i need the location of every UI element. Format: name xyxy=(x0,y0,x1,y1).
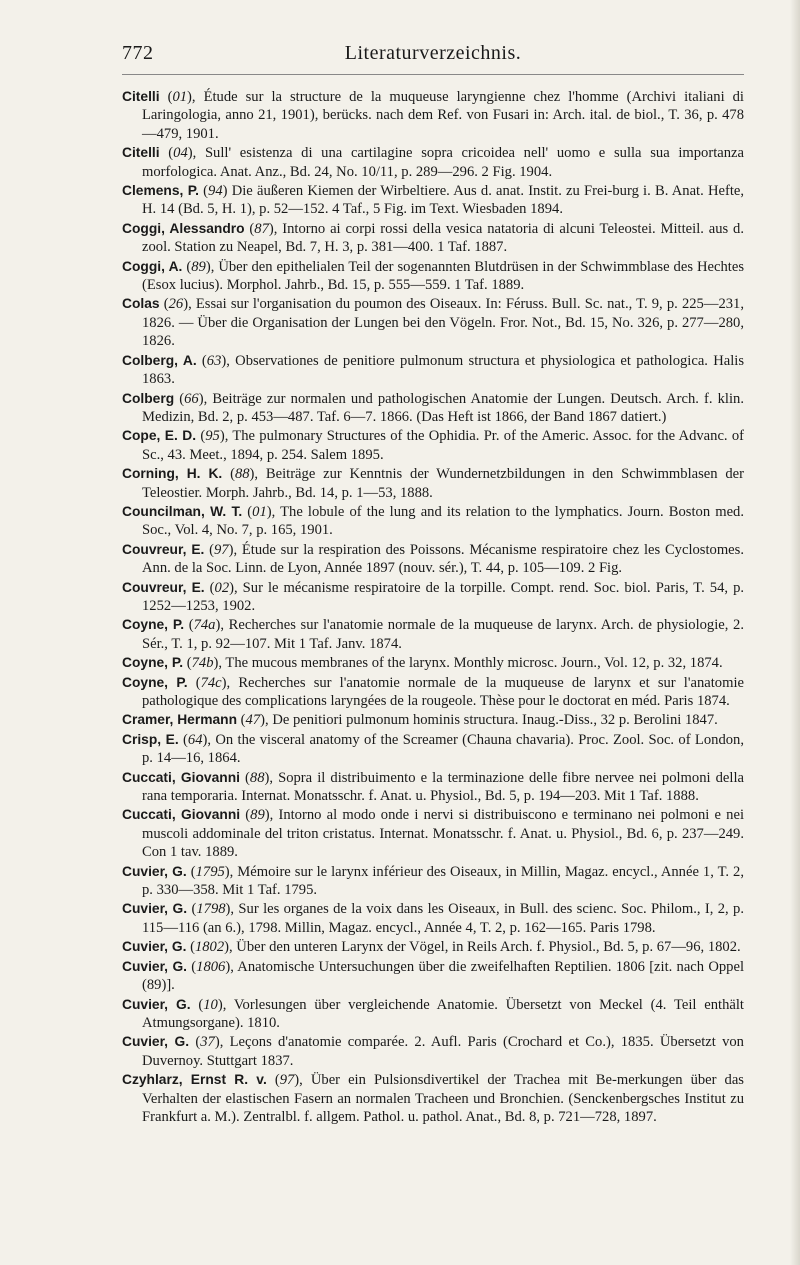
entry-year: 1806 xyxy=(196,958,226,975)
bibliography-entry: Cuvier, G. (1798), Sur les organes de la voix dans les Oiseaux, in Bull. des scienc. Soc. Philom., I, 2, p. 115—116 (an 6.), 1798. Millin, Magaz. encycl., Année 4, T. 2, p. 162—165. Paris 1798. xyxy=(122,901,744,936)
entry-author: Colas xyxy=(122,296,160,312)
bibliography-entry: Cope, E. D. (95), The pulmonary Structures of the Ophidia. Pr. of the Americ. Assoc. for the Advanc. of Sc., 43. Meet., 1894, p. 254. Salem 1895. xyxy=(122,428,745,463)
entry-author: Couvreur, E. xyxy=(122,579,205,595)
entry-year: 74c xyxy=(200,674,222,691)
entry-text: , The pulmonary Structures of the Ophidia. Pr. of the Americ. Assoc. for the Advanc. of Sc., 43. Meet., 1894, p. 254. Salem 1895. xyxy=(142,428,745,463)
entry-author: Cramer, Hermann xyxy=(122,712,238,728)
entry-author: Cuvier, G. xyxy=(122,939,187,955)
entry-author: Colberg, A. xyxy=(122,352,197,368)
header-rule xyxy=(122,74,744,75)
entry-author: Crisp, E. xyxy=(122,731,179,747)
entry-author: Cuccati, Giovanni xyxy=(122,769,240,785)
entry-year: 63 xyxy=(206,352,222,369)
entry-year: 94 xyxy=(208,183,223,200)
bibliography-entry: Councilman, W. T. (01), The lobule of the lung and its relation to the lymphatics. Journ. Boston med. Soc., Vol. 4, No. 7, p. 165, 1901. xyxy=(122,503,745,539)
bibliography-entry: Cuvier, G. (1806), Anatomische Untersuchungen über die zweifelhaften Reptilien. 1806 [zit. nach Oppel (89)]. xyxy=(122,958,744,994)
entry-author: Cope, E. D. xyxy=(122,428,197,444)
entry-year: 66 xyxy=(184,390,199,407)
entry-text: , Über den epithelialen Teil der sogenannten Blutdrüsen in der Schwimmblase des Hechtes (Esox lucius). Morphol. Jahrb., Bd. 15, p. 555—559. 1 Taf. 1889. xyxy=(142,258,744,294)
entry-year: 47 xyxy=(245,712,261,729)
entry-year: 74a xyxy=(193,617,216,634)
entry-author: Cuvier, G. xyxy=(122,996,191,1012)
entry-text: , Observationes de penitiore pulmonum structura et physiologica et pathologica. Halis 1863. xyxy=(142,352,744,388)
entry-author: Councilman, W. T. xyxy=(122,503,243,519)
bibliography-entry: Crisp, E. (64), On the visceral anatomy of the Screamer (Chauna chavaria). Proc. Zool. Soc. of London, p. 14—16, 1864. xyxy=(122,731,744,767)
entry-text: , Étude sur la structure de la muqueuse laryngienne chez l'homme (Archivi italiani di Laringologia, anno 21, 1901), berücks. nach dem Ref. von Fusari in: Arch. ital. de biol., T. 36, p. 478—479, 1901. xyxy=(142,89,744,142)
bibliography-entry: Clemens, P. (94) Die äußeren Kiemen der Wirbeltiere. Aus d. anat. Instit. zu Frei-burg i. B. Anat. Hefte, H. 14 (Bd. 5, H. 1), p. 52—152. 4 Taf., 5 Fig. im Text. Wiesbaden 1894. xyxy=(122,183,744,218)
entry-text: , Beiträge zur Kenntnis der Wundernetzbildungen in den Schwimmblasen der Teleostier. Morph. Jahrb., Bd. 14, p. 1—53, 1888. xyxy=(142,466,744,501)
entry-author: Colberg xyxy=(122,390,175,406)
bibliography-entry: Cuccati, Giovanni (89), Intorno al modo onde i nervi si distribuiscono e terminano nei polmoni e nei muscoli addominale del triton cristatus. Internat. Monatsschr. f. Anat. u. Physiol., Bd. 6, p. 237—249. Con 1 tav. 1889. xyxy=(122,807,744,861)
entry-year: 89 xyxy=(191,258,206,275)
bibliography-entry: Coggi, Alessandro (87), Intorno ai corpi rossi della vesica natatoria di alcuni Teleostei. Mitteil. aus d. zool. Station zu Neapel, Bd. 7, H. 3, p. 381—400. 1 Taf. 1887. xyxy=(122,220,744,256)
entry-year: 04 xyxy=(173,145,188,162)
running-title: Literaturverzeichnis. xyxy=(344,42,522,64)
entry-text: Die äußeren Kiemen der Wirbeltiere. Aus d. anat. Instit. zu Frei-burg i. B. Anat. Hefte, H. 14 (Bd. 5, H. 1), p. 52—152. 4 Taf., 5 Fig. im Text. Wiesbaden 1894. xyxy=(142,183,744,218)
entry-text: , Étude sur la respiration des Poissons. Mécanisme respiratoire chez les Cyclostomes. Ann. de la Soc. Linn. de Lyon, Année 1897 (nouv. sér.), T. 44, p. 105—109. 2 Fig. xyxy=(142,541,744,577)
entry-year: 1798 xyxy=(196,901,226,918)
bibliography-entry: Colberg (66), Beiträge zur normalen und pathologischen Anatomie der Lungen. Deutsch. Arch. f. klin. Medizin, Bd. 2, p. 453—487. Taf. 6—7. 1866. (Das Heft ist 1866, der Band 1867 datiert.) xyxy=(122,390,744,425)
entry-author: Coyne, P. xyxy=(122,655,184,671)
entry-year: 10 xyxy=(203,996,218,1013)
entry-year: 89 xyxy=(250,807,265,824)
bibliography-entry: Cuccati, Giovanni (88), Sopra il distribuimento e la terminazione delle fibre nervee nei polmoni della rana temporaria. Internat. Monatsschr. f. Anat. u. Physiol., Bd. 5, p. 194—203. Mit 1 Taf. 1888. xyxy=(122,769,744,805)
entry-year: 88 xyxy=(249,769,265,786)
entry-author: Coggi, Alessandro xyxy=(122,220,245,236)
entry-year: 1802 xyxy=(194,939,225,956)
entry-author: Coyne, P. xyxy=(122,617,185,633)
bibliography-list xyxy=(122,78,744,1126)
entry-text: , Intorno ai corpi rossi della vesica natatoria di alcuni Teleostei. Mitteil. aus d. zool. Station zu Neapel, Bd. 7, H. 3, p. 381—400. 1 Taf. 1887. xyxy=(142,220,744,256)
bibliography-entry: Citelli (04), Sull' esistenza di una cartilagine sopra cricoidea nell' uomo e sulla sua importanza morfologica. Anat. Anz., Bd. 24, No. 10/11, p. 289—296. 2 Fig. 1904. xyxy=(122,145,745,180)
entry-author: Cuvier, G. xyxy=(122,863,187,879)
entry-text: , Intorno al modo onde i nervi si distribuiscono e terminano nei polmoni e nei muscoli addominale del triton cristatus. Internat. Monatsschr. f. Anat. u. Physiol., Bd. 6, p. 237—249. Con 1 tav. 1889. xyxy=(142,807,744,861)
entry-text: , The lobule of the lung and its relation to the lymphatics. Journ. Boston med. Soc., Vol. 4, No. 7, p. 165, 1901. xyxy=(142,503,745,539)
bibliography-entry: Couvreur, E. (02), Sur le mécanisme respiratoire de la torpille. Compt. rend. Soc. biol. Paris, T. 54, p. 1252—1253, 1902. xyxy=(122,579,745,614)
bibliography-entry: Coyne, P. (74b), The mucous membranes of the larynx. Monthly microsc. Journ., Vol. 12, p. 32, 1874. xyxy=(122,655,723,672)
entry-text: , De penitiori pulmonum hominis structura. Inaug.-Diss., 32 p. Berolini 1847. xyxy=(265,712,718,729)
entry-year: 88 xyxy=(234,466,250,483)
bibliography-entry: Cuvier, G. (37), Leçons d'anatomie comparée. 2. Aufl. Paris (Crochard et Co.), 1835. Übersetzt von Duvernoy. Stuttgart 1837. xyxy=(122,1034,744,1069)
entry-year: 87 xyxy=(254,220,269,237)
bibliography-entry: Citelli (01), Étude sur la structure de la muqueuse laryngienne chez l'homme (Archivi italiani di Laringologia, anno 21, 1901), berücks. nach dem Ref. von Fusari in: Arch. ital. de biol., T. 36, p. 478—479, 1901. xyxy=(122,89,744,142)
entry-year: 64 xyxy=(187,731,203,748)
entry-text: , Recherches sur l'anatomie normale de la muqueuse de larynx. Arch. de physiologie, 2. Sér., T. 1, p. 92—107. Mit 1 Taf. Janv. 1874. xyxy=(142,617,744,652)
entry-text: , On the visceral anatomy of the Screamer (Chauna chavaria). Proc. Zool. Soc. of London, p. 14—16, 1864. xyxy=(142,731,744,767)
entry-year: 74b xyxy=(191,655,214,672)
entry-author: Coggi, A. xyxy=(122,258,183,274)
entry-author: Coyne, P. xyxy=(122,674,188,690)
bibliography-entry: Czyhlarz, Ernst R. v. (97), Über ein Pulsionsdivertikel der Trachea mit Be-merkungen über das Verhalten der elastischen Fasern an normalen Tracheen und Bronchien. (Senckenbergsches Institut zu Frankfurt a. M.). Zentralbl. f. allgem. Pathol. u. pathol. Anat., Bd. 8, p. 721—728, 1897. xyxy=(122,1072,744,1125)
entry-text: , Recherches sur l'anatomie normale de la muqueuse de larynx et sur l'anatomie pathologique des complications laryngées de la rougeole. Thèse pour le doctorat en méd. Paris 1874. xyxy=(142,674,744,709)
entry-year: 37 xyxy=(200,1034,215,1051)
bibliography-entry: Colas (26), Essai sur l'organisation du poumon des Oiseaux. In: Féruss. Bull. Sc. nat., T. 9, p. 225—231, 1826. — Über die Organisation der Lungen bei den Vögeln. Fror. Not., Bd. 15, No. 326, p. 277—280, 1826. xyxy=(122,296,744,350)
page-header xyxy=(122,0,744,78)
entry-text: , Beiträge zur normalen und pathologischen Anatomie der Lungen. Deutsch. Arch. f. klin. Medizin, Bd. 2, p. 453—487. Taf. 6—7. 1866. (Das Heft ist 1866, der Band 1867 datiert.) xyxy=(142,390,744,425)
entry-year: 02 xyxy=(214,579,230,596)
entry-year: 97 xyxy=(279,1072,295,1089)
entry-author: Cuvier, G. xyxy=(122,901,188,917)
entry-year: 01 xyxy=(172,89,188,105)
entry-author: Couvreur, E. xyxy=(122,541,205,557)
bibliography-entry: Cuvier, G. (1802), Über den unteren Larynx der Vögel, in Reils Arch. f. Physiol., Bd. 5, p. 67—96, 1802. xyxy=(122,939,741,956)
bibliography-entry: Cuvier, G. (10), Vorlesungen über vergleichende Anatomie. Übersetzt von Meckel (4. Teil enthält Atmungsorgane). 1810. xyxy=(122,996,744,1031)
entry-author: Cuvier, G. xyxy=(122,958,188,974)
entry-text: , Sopra il distribuimento e la terminazione delle fibre nervee nei polmoni della rana temporaria. Internat. Monatsschr. f. Anat. u. Physiol., Bd. 5, p. 194—203. Mit 1 Taf. 1888. xyxy=(142,769,744,805)
entry-text: , Vorlesungen über vergleichende Anatomie. Übersetzt von Meckel (4. Teil enthält Atmungsorgane). 1810. xyxy=(142,996,744,1031)
bibliography-entry: Cramer, Hermann (47), De penitiori pulmonum hominis structura. Inaug.-Diss., 32 p. Berolini 1847. xyxy=(122,712,718,729)
entry-text: , Sur les organes de la voix dans les Oiseaux, in Bull. des scienc. Soc. Philom., I, 2, p. 115—116 (an 6.), 1798. Millin, Magaz. encycl., Année 4, T. 2, p. 162—165. Paris 1798. xyxy=(142,901,744,936)
bibliography-entry: Coyne, P. (74c), Recherches sur l'anatomie normale de la muqueuse de larynx et sur l'anatomie pathologique des complications laryngées de la rougeole. Thèse pour le doctorat en méd. Paris 1874. xyxy=(122,674,744,709)
entry-author: Clemens, P. xyxy=(122,183,199,199)
entry-author: Czyhlarz, Ernst R. v. xyxy=(122,1072,267,1088)
bibliography-entry: Coyne, P. (74a), Recherches sur l'anatomie normale de la muqueuse de larynx. Arch. de physiologie, 2. Sér., T. 1, p. 92—107. Mit 1 Taf. Janv. 1874. xyxy=(122,617,744,652)
entry-text: , Leçons d'anatomie comparée. 2. Aufl. Paris (Crochard et Co.), 1835. Übersetzt von Duvernoy. Stuttgart 1837. xyxy=(142,1034,744,1069)
entry-text: , Über den unteren Larynx der Vögel, in Reils Arch. f. Physiol., Bd. 5, p. 67—96, 1802. xyxy=(229,939,741,956)
entry-year: 97 xyxy=(213,541,229,558)
entry-text: , Über ein Pulsionsdivertikel der Trachea mit Be-merkungen über das Verhalten der elastischen Fasern an normalen Tracheen und Bronchien. (Senckenbergsches Institut zu Frankfurt a. M.). Zentralbl. f. allgem. Pathol. u. pathol. Anat., Bd. 8, p. 721—728, 1897. xyxy=(142,1072,744,1125)
entry-author: Cuvier, G. xyxy=(122,1034,190,1050)
entry-author: Citelli xyxy=(122,145,160,161)
bibliography-entry: Cuvier, G. (1795), Mémoire sur le larynx inférieur des Oiseaux, in Millin, Magaz. encycl., Année 1, T. 2, p. 330—358. Mit 1 Taf. 1795. xyxy=(122,863,744,899)
entry-text: , Mémoire sur le larynx inférieur des Oiseaux, in Millin, Magaz. encycl., Année 1, T. 2, p. 330—358. Mit 1 Taf. 1795. xyxy=(142,863,744,899)
entry-year: 1795 xyxy=(195,863,225,880)
bibliography-entry: Colberg, A. (63), Observationes de penitiore pulmonum structura et physiologica et pathologica. Halis 1863. xyxy=(122,352,744,388)
bibliography-entry: Corning, H. K. (88), Beiträge zur Kenntnis der Wundernetzbildungen in den Schwimmblasen der Teleostier. Morph. Jahrb., Bd. 14, p. 1—53, 1888. xyxy=(122,466,744,501)
entry-text: , Essai sur l'organisation du poumon des Oiseaux. In: Féruss. Bull. Sc. nat., T. 9, p. 225—231, 1826. — Über die Organisation der Lungen bei den Vögeln. Fror. Not., Bd. 15, No. 326, p. 277—280, 1826. xyxy=(142,296,744,350)
page-edge-shadow xyxy=(790,0,800,1265)
entry-author: Citelli xyxy=(122,89,160,104)
entry-text: , Sur le mécanisme respiratoire de la torpille. Compt. rend. Soc. biol. Paris, T. 54, p. 1252—1253, 1902. xyxy=(142,579,745,614)
page-number: 772 xyxy=(122,42,154,64)
entry-author: Cuccati, Giovanni xyxy=(122,807,241,823)
entry-year: 95 xyxy=(205,428,220,445)
entry-author: Corning, H. K. xyxy=(122,466,223,482)
entry-text: , Anatomische Untersuchungen über die zweifelhaften Reptilien. 1806 [zit. nach Oppel (89)]. xyxy=(142,958,744,994)
entry-year: 26 xyxy=(168,296,184,313)
bibliography-entry: Couvreur, E. (97), Étude sur la respiration des Poissons. Mécanisme respiratoire chez les Cyclostomes. Ann. de la Soc. Linn. de Lyon, Année 1897 (nouv. sér.), T. 44, p. 105—109. 2 Fig. xyxy=(122,541,744,577)
entry-year: 01 xyxy=(252,503,267,520)
entry-text: , Sull' esistenza di una cartilagine sopra cricoidea nell' uomo e sulla sua importanza morfologica. Anat. Anz., Bd. 24, No. 10/11, p. 289—296. 2 Fig. 1904. xyxy=(142,145,745,180)
entry-text: , The mucous membranes of the larynx. Monthly microsc. Journ., Vol. 12, p. 32, 1874. xyxy=(218,655,723,672)
bibliography-entry: Coggi, A. (89), Über den epithelialen Teil der sogenannten Blutdrüsen in der Schwimmblase des Hechtes (Esox lucius). Morphol. Jahrb., Bd. 15, p. 555—559. 1 Taf. 1889. xyxy=(122,258,744,294)
